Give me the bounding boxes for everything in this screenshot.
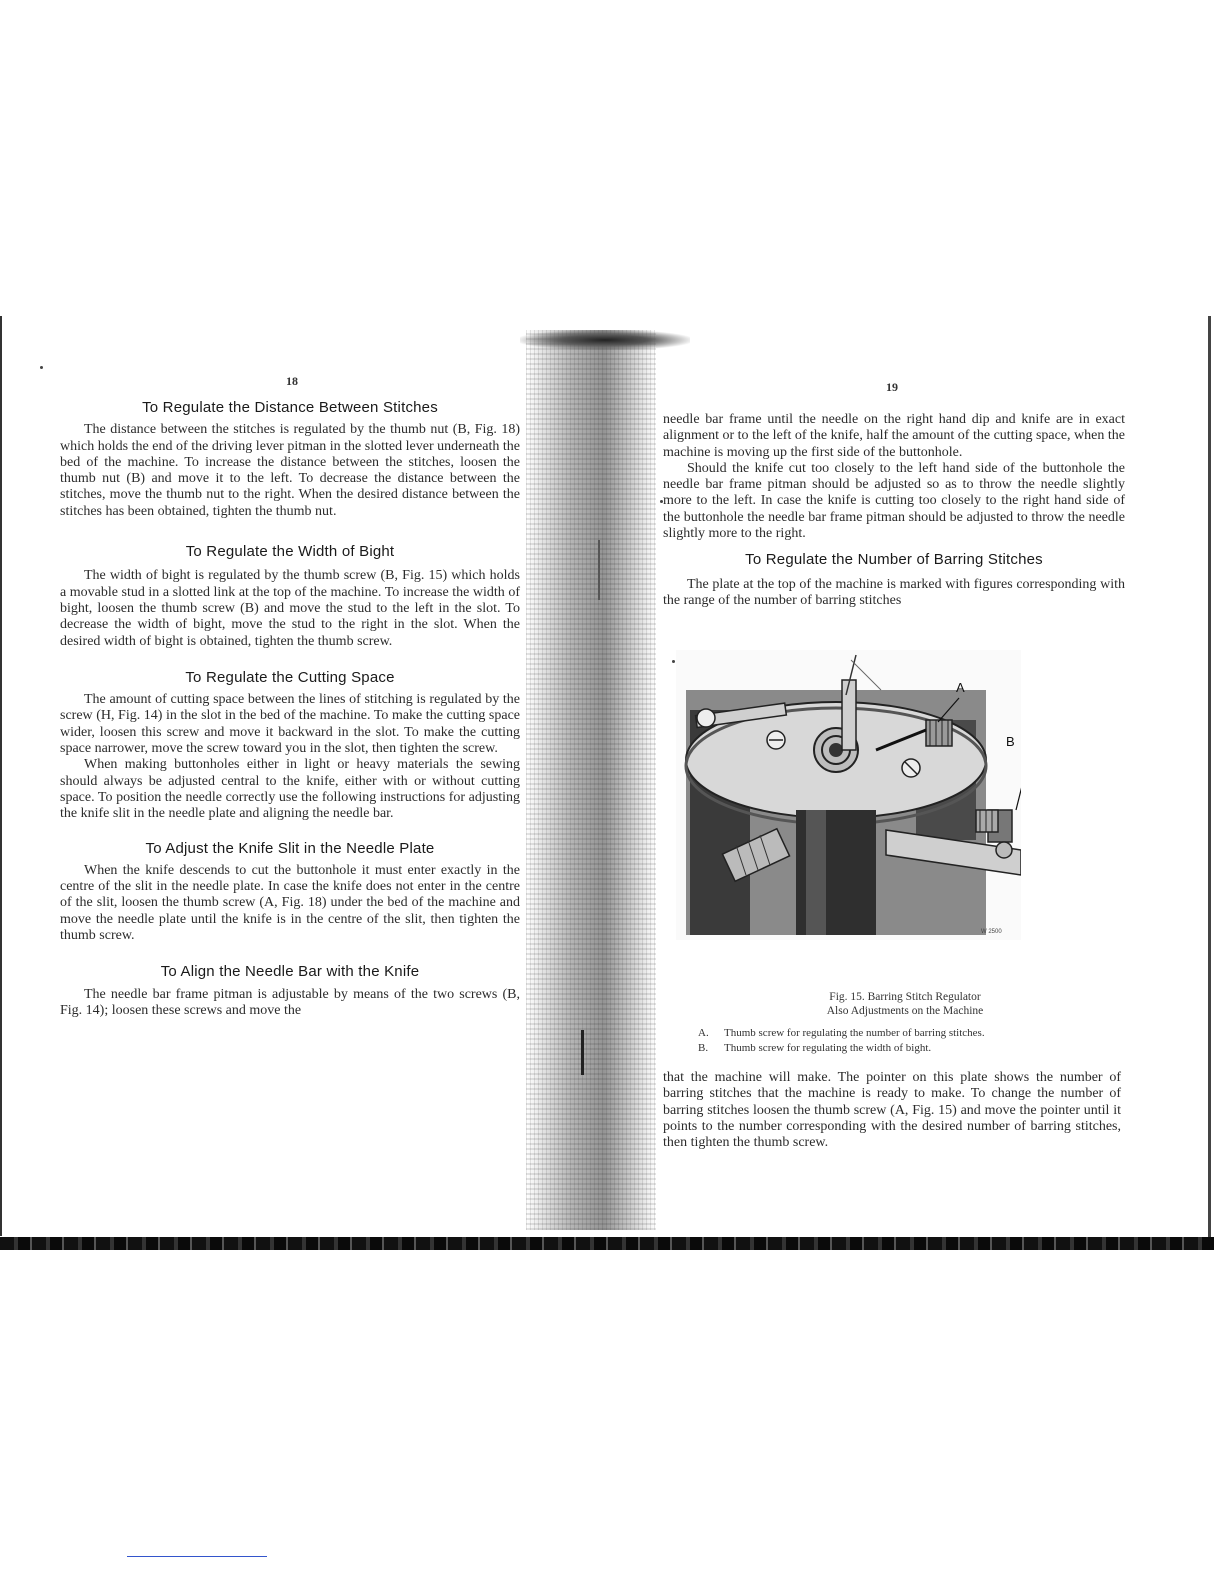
paragraph: The plate at the top of the machine is marked with figures corresponding with the range of the number of barring stitches — [663, 576, 1125, 608]
legend-text: Thumb screw for regulating the width of bight. — [724, 1042, 932, 1054]
paragraph: The distance between the stitches is regulated by the thumb nut (B, Fig. 18) which holds the end of the driving lever pitman in the slotted lever underneath the bed of the machine. To increase the distance between the stitches, loosen the thumb nut (B) and move it to the left. To decrease the distance between the stitches, move the thumb nut to the right. When the desired distance between the stitches has been obtained, tighten the thumb nut. — [60, 422, 520, 519]
paragraph: The amount of cutting space between the lines of stitching is regulated by the screw (H, Fig. 14) in the slot in the bed of the machine. To make the cutting space wider, loosen this screw and move it backward in the slot. To make the cutting space narrower, move the screw toward you in the slot, then tighten the screw. — [60, 692, 520, 757]
section-heading: To Regulate the Distance Between Stitches — [142, 399, 438, 416]
gutter-mark-upper — [598, 540, 600, 600]
legend-key: B. — [698, 1042, 709, 1054]
legend-item — [698, 1041, 1118, 1056]
paragraph: The needle bar frame pitman is adjustable by means of the two screws (B, Fig. 14); loosen these screws and move the — [60, 986, 520, 1018]
section-heading: To Align the Needle Bar with the Knife — [160, 963, 420, 981]
scan-left-edge — [0, 316, 2, 1236]
gutter-top-smudge — [520, 330, 690, 350]
paragraph: that the machine will make. The pointer on this plate shows the number of barring stitches that the machine is ready to make. To change the number of barring stitches loosen the thumb screw (A, Fig. 15) and move the pointer until it points to the number corresponding with the desired number of barring stitches, then tighten the thumb screw. — [663, 1070, 1121, 1151]
scan-speck — [672, 660, 675, 663]
page-number-right: 19 — [886, 380, 898, 394]
paragraph: needle bar frame until the needle on the right hand dip and knife are in exact alignment or to the left of the knife, half the amount of the cutting space, when the machine is moving up the first side of the buttonhole. — [663, 412, 1125, 460]
book-gutter-shadow — [526, 330, 656, 1230]
gutter-mark — [581, 1030, 584, 1075]
paragraph: The width of bight is regulated by the thumb screw (B, Fig. 15) which holds a movable stud in a slotted link at the top of the machine. To increase the width of bight, loosen the thumb screw (B) and move the stud to the left in the slot. To decrease the width of bight, move the stud to the right in the slot. When the desired width of bight is obtained, tighten the thumb screw. — [60, 568, 520, 649]
right-page-bottom — [663, 1070, 1121, 1151]
paragraph: When the knife descends to cut the buttonhole it must enter exactly in the centre of the slit in the needle plate. In case the knife does not enter in the centre of the slit, loosen the thumb screw (A, Fig. 18) under the bed of the machine and move the needle plate until the knife is in the centre of the slit, then tighten the thumb screw. — [60, 862, 520, 944]
scan-bottom-edge — [0, 1237, 1214, 1250]
paragraph: When making buttonholes either in light or heavy materials the sewing should always be adjusted central to the knife, either with or without cutting space. To position the needle correctly use the following instructions for adjusting the knife slit in the needle plate and aligning the needle bar. — [60, 757, 520, 822]
legend-text: Thumb screw for regulating the number of barring stitches. — [724, 1027, 985, 1039]
right-page-top — [663, 412, 1125, 609]
legend-key: A. — [698, 1027, 709, 1039]
section-heading: To Regulate the Width of Bight — [185, 543, 395, 561]
section-heading: To Adjust the Knife Slit in the Needle Plate — [145, 839, 435, 857]
scan-speck — [40, 366, 43, 369]
section-heading: To Regulate the Number of Barring Stitches — [745, 551, 1043, 569]
barring-stitch-regulator-figure — [676, 650, 1021, 940]
left-page — [60, 400, 520, 1019]
scan-right-edge — [1208, 316, 1211, 1241]
figure-plate-code: W 2500 — [981, 929, 1002, 935]
paragraph: Should the knife cut too closely to the left hand side of the buttonhole the needle bar frame pitman should be adjusted so as to throw the needle slightly more to the left. In case the knife is cutting too closely to the right hand side of the buttonhole the needle bar frame pitman should be adjusted to throw the needle slightly more to the right. — [663, 460, 1125, 542]
legend-item — [698, 1026, 1118, 1041]
figure-legend — [698, 1026, 1118, 1056]
figure-label-b: B — [1006, 734, 1015, 749]
caption-line-2: Also Adjustments on the Machine — [826, 1005, 984, 1017]
page-number-left: 18 — [286, 374, 298, 388]
section-heading: To Regulate the Cutting Space — [185, 668, 395, 686]
caption-line-1: Fig. 15. Barring Stitch Regulator — [829, 991, 981, 1003]
figure-caption — [700, 990, 1110, 1018]
figure-label-a: A — [956, 680, 965, 695]
link-underline — [127, 1556, 267, 1557]
